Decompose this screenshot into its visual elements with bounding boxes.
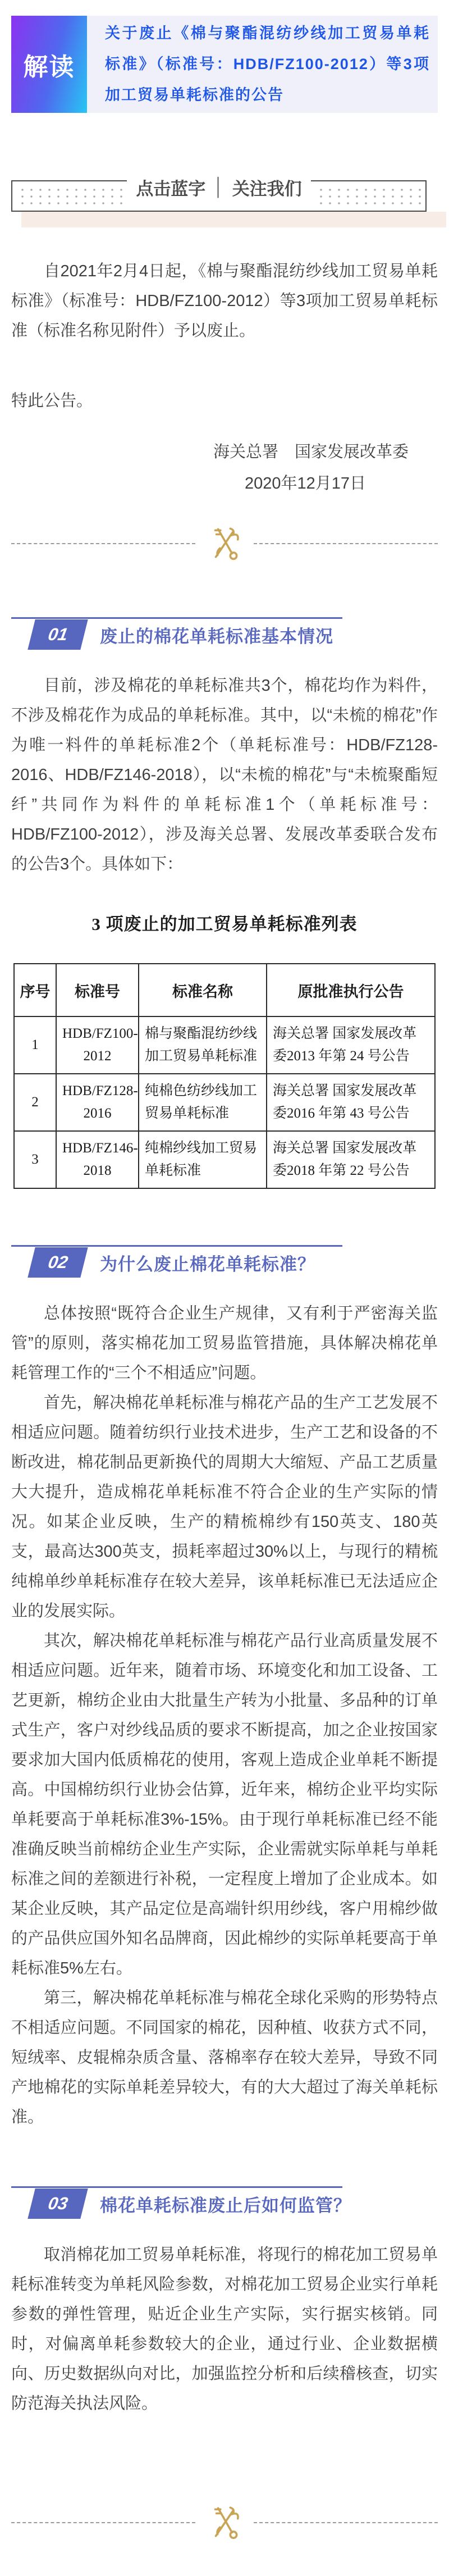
table-row bbox=[14, 1074, 435, 1131]
cell-announcement: 海关总署 国家发展改革委2016 年第 43 号公告 bbox=[267, 1074, 435, 1131]
table-row bbox=[14, 1016, 435, 1074]
cell-index: 2 bbox=[14, 1074, 56, 1131]
section-number: 03 bbox=[46, 2194, 70, 2213]
dotted-pattern-right bbox=[315, 185, 421, 207]
section-number-badge bbox=[28, 2189, 88, 2219]
cell-name: 棉与聚酯混纺纱线加工贸易单耗标准 bbox=[139, 1016, 267, 1074]
dashed-line-left bbox=[11, 543, 195, 544]
customs-emblem-icon bbox=[203, 2504, 246, 2541]
section-paragraph: 取消棉花加工贸易单耗标准，将现行的棉花加工贸易单耗标准转变为单耗风险参数，对棉花加工贸易企业实行单耗参数的弹性管理，贴近企业生产实际，实行据实核销。同时，对偏离单耗参数较大的企业，通过行业、企业数据横向、历史数据纵向对比，加强监控分析和后续稽核查，切实防范海关执法风险。 bbox=[11, 2246, 438, 2413]
abolished-standards-table bbox=[13, 963, 436, 1189]
cell-code: HDB/FZ146-2018 bbox=[56, 1131, 139, 1188]
click-blue-text-label[interactable]: 点击蓝字 bbox=[136, 179, 206, 199]
decor-pink-strip bbox=[21, 212, 446, 227]
table-title: 3 项废止的加工贸易单耗标准列表 bbox=[91, 914, 358, 934]
section-number: 02 bbox=[46, 1252, 70, 1272]
dashed-line-right bbox=[254, 2522, 438, 2523]
article-title: 关于废止《棉与聚酯混纺纱线加工贸易单耗标准》（标准号：HDB/FZ100-2012）等3项加工贸易单耗标准的公告 bbox=[87, 16, 438, 113]
notice-line: 特此公告。 bbox=[11, 392, 93, 410]
section-number-badge bbox=[28, 1247, 88, 1278]
section-paragraph: 首先，解决棉花单耗标准与棉花产品的生产工艺发展不相适应问题。随着纺织行业技术进步，生产工艺和设备的不断改进，棉花制品更新换代的周期大大缩短、产品工艺质量大大提升，造成棉花单耗标准不符合企业的生产实际的情况。如某企业反映，生产的精梳棉纱有150英支、180英支，最高达300英支，损耗率超过30%以上，与现行的精梳纯棉单纱单耗标准存在较大差异，该单耗标准已无法适应企业的发展实际。 bbox=[11, 1394, 438, 1620]
cell-index: 3 bbox=[14, 1131, 56, 1188]
footer-divider bbox=[11, 2503, 438, 2542]
col-header-index: 序号 bbox=[14, 964, 56, 1016]
table-row bbox=[14, 1131, 435, 1188]
dashed-line-right bbox=[254, 543, 438, 544]
section-03-title: 棉花单耗标准废止后如何监管？ bbox=[100, 2195, 351, 2215]
intro-paragraph: 自2021年2月4日起，《棉与聚酯混纺纱线加工贸易单耗标准》（标准号：HDB/FZ100-2012）等3项加工贸易单耗标准（标准名称见附件）予以废止。 bbox=[11, 262, 438, 340]
section-topline bbox=[11, 1245, 342, 1247]
follow-us-label[interactable]: 关注我们 bbox=[232, 179, 302, 199]
section-paragraph: 第三，解决棉花单耗标准与棉花全球化采购的形势特点不相适应问题。不同国家的棉花，因种植、收获方式不同，短绒率、皮辊棉杂质含量、落棉率存在较大差异，导致不同产地棉花的实际单耗差异较大，有的大大超过了海关单耗标准。 bbox=[11, 1989, 438, 2126]
section-02-body bbox=[11, 1299, 438, 2132]
section-topline bbox=[11, 2186, 342, 2188]
table-header-row bbox=[14, 964, 435, 1016]
section-number-badge bbox=[28, 619, 88, 650]
cell-announcement: 海关总署 国家发展改革委2013 年第 24 号公告 bbox=[267, 1016, 435, 1074]
col-header-announcement: 原批准执行公告 bbox=[267, 964, 435, 1016]
cell-announcement: 海关总署 国家发展改革委2018 年第 22 号公告 bbox=[267, 1131, 435, 1188]
dotted-pattern-left bbox=[17, 185, 122, 207]
dashed-line-left bbox=[11, 2522, 195, 2523]
cell-name: 纯棉色纺纱线加工贸易单耗标准 bbox=[139, 1074, 267, 1131]
section-02-header bbox=[11, 1245, 438, 1278]
section-number: 01 bbox=[46, 624, 70, 644]
col-header-code: 标准号 bbox=[56, 964, 139, 1016]
col-header-name: 标准名称 bbox=[139, 964, 267, 1016]
follow-banner-box bbox=[11, 177, 427, 212]
interpretation-badge: 解读 bbox=[11, 16, 87, 113]
banner-separator: │ bbox=[213, 177, 224, 197]
section-paragraph: 总体按照“既符合企业生产规律，又有利于严密海关监管”的原则，落实棉花加工贸易监管措施，具体解决棉花单耗管理工作的“三个不相适应”问题。 bbox=[11, 1305, 438, 1382]
section-paragraph: 目前，涉及棉花的单耗标准共3个，棉花均作为料件，不涉及棉花作为成品的单耗标准。其中，以“未梳的棉花”作为唯一料件的单耗标准2个（单耗标准号：HDB/FZ128-2016、HDB/FZ146-2018），以“未梳的棉花”与“未梳聚酯短纤”共同作为料件的单耗标准1个（单耗标准号：HDB/FZ100-2012），涉及海关总署、发展改革委联合发布的公告3个。具体如下： bbox=[11, 677, 438, 873]
section-topline bbox=[11, 617, 342, 619]
cell-code: HDB/FZ100-2012 bbox=[56, 1016, 139, 1074]
article-header bbox=[11, 16, 438, 113]
section-01-body bbox=[11, 671, 438, 879]
section-03-header bbox=[11, 2186, 438, 2219]
section-01-title: 废止的棉花单耗标准基本情况 bbox=[100, 626, 333, 646]
customs-emblem-icon bbox=[203, 525, 246, 562]
section-divider bbox=[11, 524, 438, 563]
cell-name: 纯棉纱线加工贸易单耗标准 bbox=[139, 1131, 267, 1188]
section-01-header bbox=[11, 617, 438, 650]
signature-block bbox=[11, 436, 438, 499]
section-02-title: 为什么废止棉花单耗标准？ bbox=[100, 1254, 315, 1274]
issuer-line: 海关总署 国家发展改革委 bbox=[213, 443, 409, 461]
follow-us-link[interactable] bbox=[127, 172, 310, 202]
issue-date: 2020年12月17日 bbox=[244, 475, 366, 493]
section-paragraph: 其次，解决棉花单耗标准与棉花产品行业高质量发展不相适应问题。近年来，随着市场、环境变化和加工设备、工艺更新，棉纺企业由大批量生产转为小批量、多品种的订单式生产，客户对纱线品质的要求不断提高，加之企业按国家要求加大国内低质棉花的使用，客观上造成企业单耗不断提高。中国棉纺织行业协会估算，近年来，棉纺企业平均实际单耗要高于单耗标准3%-15%。由于现行单耗标准已经不能准确反映当前棉纺企业生产实际，企业需就实际单耗与单耗标准之间的差额进行补税，一定程度上增加了企业成本。如某企业反映，其产品定位是高端针织用纱线，客户用棉纱做的产品供应国外知名品牌商，因此棉纱的实际单耗要高于单耗标准5%左右。 bbox=[11, 1632, 438, 1977]
follow-banner bbox=[11, 177, 438, 227]
cell-code: HDB/FZ128-2016 bbox=[56, 1074, 139, 1131]
section-03-body bbox=[11, 2240, 438, 2419]
cell-index: 1 bbox=[14, 1016, 56, 1074]
